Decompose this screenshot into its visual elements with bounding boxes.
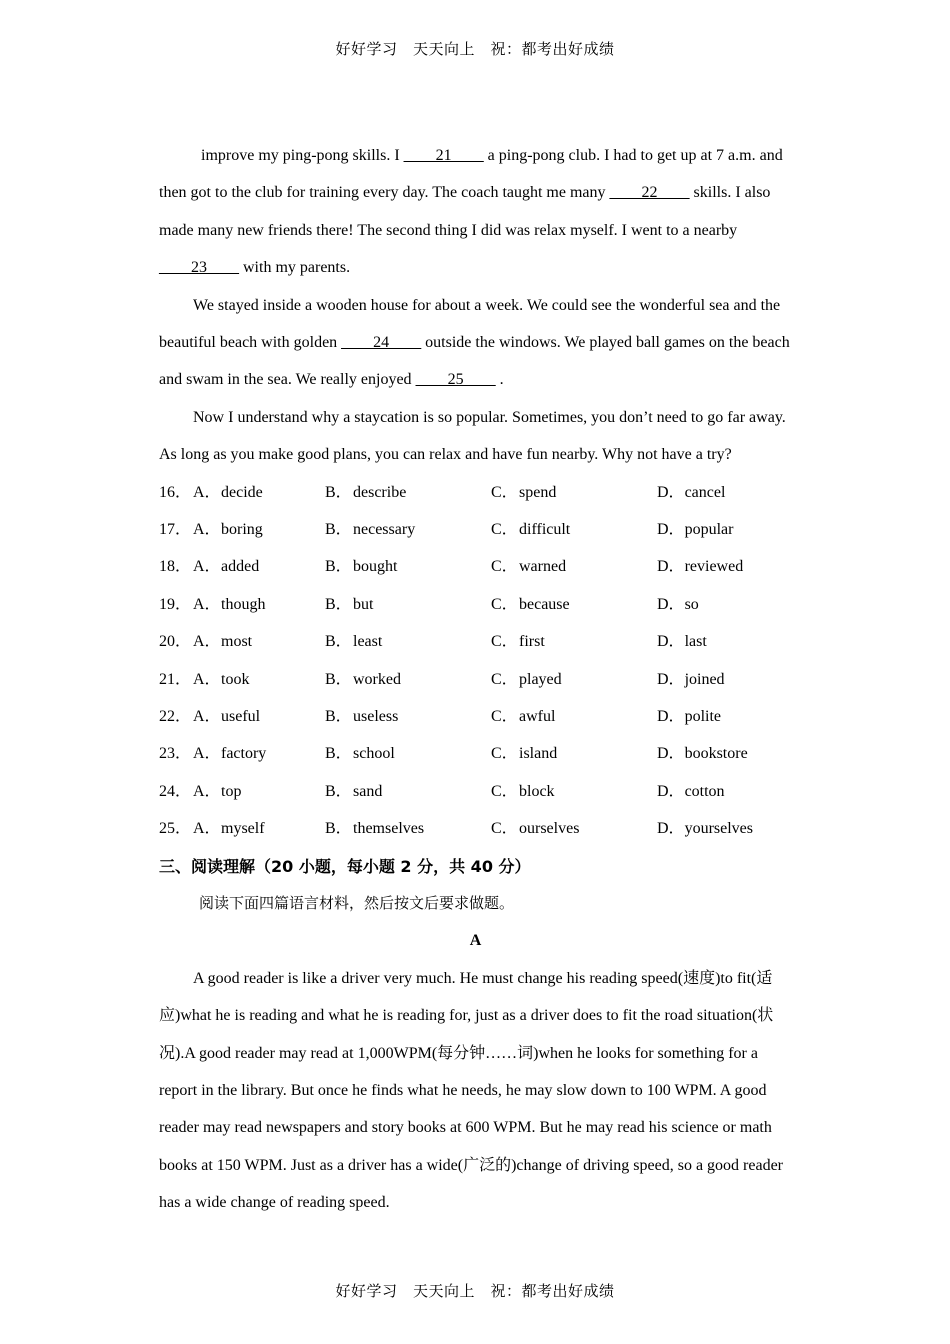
question-row [159,810,792,847]
question-row [159,511,792,548]
blank-24: ____24____ [341,334,422,352]
question-number: 24． [159,782,192,800]
option-label: D． [657,595,685,613]
option-text: factory [221,745,267,763]
option-a [193,548,325,585]
passage-text: skills. I also made many new friends there! The second thing I did was relax myself. I went to a nearby [159,184,771,239]
option-b [325,586,491,623]
option-d [657,698,721,735]
option-c [491,661,657,698]
page-header: 好好学习 天天向上 祝：都考出好成绩 [335,40,615,58]
question-row [159,773,792,810]
option-c [491,810,657,847]
option-label: B． [325,633,352,651]
question-number: 19． [159,595,192,613]
passage-paragraph-3: Now I understand why a staycation is so popular. Sometimes, you don’t need to go far away. As long as you make good plans, you can relax and have fun nearby. Why not have a try? [159,408,786,464]
option-text: cancel [684,483,726,501]
question-list [159,474,792,848]
option-label: C． [491,633,518,651]
option-text: most [221,633,253,651]
option-label: A． [193,483,221,501]
option-label: D． [657,670,685,688]
option-text: warned [519,558,567,576]
option-text: least [353,633,383,651]
option-label: D． [657,633,685,651]
blank-22: ____22____ [609,184,690,202]
option-label: A． [193,633,221,651]
question-number: 20． [159,633,192,651]
option-text: top [221,782,242,800]
option-b [325,810,491,847]
option-c [491,698,657,735]
option-text: describe [353,483,407,501]
question-row [159,661,792,698]
passage-text: outside the windows. We played ball games on the beach and swam in the sea. We really enjoyed [159,334,790,389]
option-label: C． [491,708,518,725]
option-label: C． [491,558,518,576]
question-row [159,698,792,735]
option-a [193,735,325,772]
option-a [193,810,325,847]
blank-21: ____21____ [403,147,484,164]
option-text: themselves [353,820,425,838]
option-label: A． [193,708,221,725]
option-text: myself [221,820,265,838]
option-label: A． [193,820,221,838]
option-text: polite [684,708,721,725]
option-b [325,773,491,810]
option-label: B． [325,558,352,576]
passage-text: improve my ping-pong skills. I [201,147,404,164]
option-d [657,623,707,660]
option-text: bought [353,558,398,576]
option-label: C． [491,782,518,800]
option-d [657,810,753,847]
option-label: B． [325,745,352,763]
option-c [491,735,657,772]
option-d [657,586,699,623]
passage-paragraph-1 [159,137,792,287]
passage-text: We stayed inside a wooden house for about a week. We could see the wonderful sea and the beautiful beach with golden [159,296,781,352]
option-text: because [519,595,570,613]
option-label: B． [325,595,352,613]
option-label: A． [193,745,221,763]
option-label: B． [325,820,352,838]
option-label: D． [657,745,685,763]
option-b [325,698,491,735]
question-number: 17． [159,521,192,539]
option-b [325,548,491,585]
passage-text: a ping-pong club. I had to get up at 7 a.m. and then got to the club for training every day. The coach taught me many [159,147,783,202]
question-number: 23． [159,745,192,763]
option-b [325,735,491,772]
option-c [491,623,657,660]
option-label: A． [193,782,221,800]
option-b [325,623,491,660]
page-footer: 好好学习 天天向上 祝：都考出好成绩 [335,1282,615,1300]
question-number: 16． [159,483,192,501]
option-a [193,773,325,810]
option-label: C． [491,521,518,539]
option-text: necessary [353,521,416,539]
blank-23: ____23____ [159,259,239,277]
option-d [657,511,733,548]
option-label: A． [193,595,221,613]
option-label: B． [325,782,352,800]
option-text: played [519,670,562,688]
option-c [491,586,657,623]
option-text: ourselves [519,820,580,838]
option-a [193,511,325,548]
question-number: 25． [159,820,192,838]
section-heading: 三、阅读理解（20 小题，每小题 2 分，共 40 分） [159,856,531,876]
question-number: 22． [159,708,192,725]
passage-paragraph-2 [159,287,792,399]
option-a [193,586,325,623]
option-text: first [519,633,545,651]
option-label: C． [491,820,518,838]
option-label: D． [657,521,685,539]
option-label: B． [325,670,352,688]
option-d [657,735,748,772]
reading-paragraph: A good reader is like a driver very much. He must change his reading speed(速度)to fit(适应)what he is reading and what he is reading for, just as a driver does to fit the road situation(状况).A good reader may read at 1,000WPM(每分钟……词)when he looks for something for a report in the library. But once he finds what he needs, he may slow down to 100 WPM. A good reader may read newspapers and story books at 600 WPM. But he may read his science or math books at 150 WPM. Just as a driver has a wide(广泛的)change of driving speed, so a good reader has a wide change of reading speed. [159,969,784,1212]
option-text: boring [221,521,263,539]
option-text: decide [221,483,263,501]
option-text: popular [684,521,734,539]
question-row [159,586,792,623]
passage-text: with my parents. [239,259,351,277]
option-d [657,474,725,511]
option-label: A． [193,558,221,576]
option-text: bookstore [684,745,748,763]
option-label: D． [657,558,685,576]
passage-text: . [495,371,504,389]
option-a [193,474,325,511]
option-text: sand [353,782,383,800]
option-text: spend [519,483,557,501]
option-label: B． [325,521,352,539]
passage-title: A [469,932,482,950]
option-b [325,474,491,511]
option-label: A． [193,521,221,539]
option-text: useful [221,708,261,725]
option-text: though [221,595,266,613]
option-d [657,773,725,810]
option-text: block [519,782,555,800]
question-number: 21． [159,670,192,688]
section-instruction: 阅读下面四篇语言材料，然后按文后要求做题。 [199,893,515,912]
option-label: C． [491,745,518,763]
option-a [193,661,325,698]
option-c [491,474,657,511]
option-c [491,511,657,548]
option-text: took [221,670,250,688]
option-text: school [353,745,395,763]
question-row [159,623,792,660]
option-label: D． [657,483,685,501]
option-label: C． [491,595,518,613]
question-number: 18． [159,558,192,576]
option-text: useless [353,708,399,725]
option-a [193,623,325,660]
option-text: cotton [684,782,725,800]
option-text: last [684,633,707,651]
option-label: D． [657,708,685,725]
question-row [159,548,792,585]
option-label: A． [193,670,221,688]
option-label: B． [325,483,352,501]
option-text: worked [353,670,401,688]
option-text: island [519,745,558,763]
option-label: B． [325,708,352,725]
blank-25: ____25____ [415,371,496,389]
option-d [657,661,725,698]
document-body [159,137,792,1222]
option-b [325,661,491,698]
option-a [193,698,325,735]
option-text: added [221,558,260,576]
option-label: D． [657,820,685,838]
option-text: difficult [519,521,571,539]
option-c [491,773,657,810]
option-d [657,548,743,585]
option-text: so [684,595,699,613]
option-label: C． [491,670,518,688]
question-row [159,474,792,511]
option-text: awful [519,708,556,725]
option-b [325,511,491,548]
option-label: D． [657,782,685,800]
option-text: reviewed [684,558,744,576]
question-row [159,735,792,772]
option-text: joined [684,670,725,688]
option-c [491,548,657,585]
option-text: yourselves [684,820,753,838]
option-label: C． [491,483,518,501]
option-text: but [353,595,374,613]
